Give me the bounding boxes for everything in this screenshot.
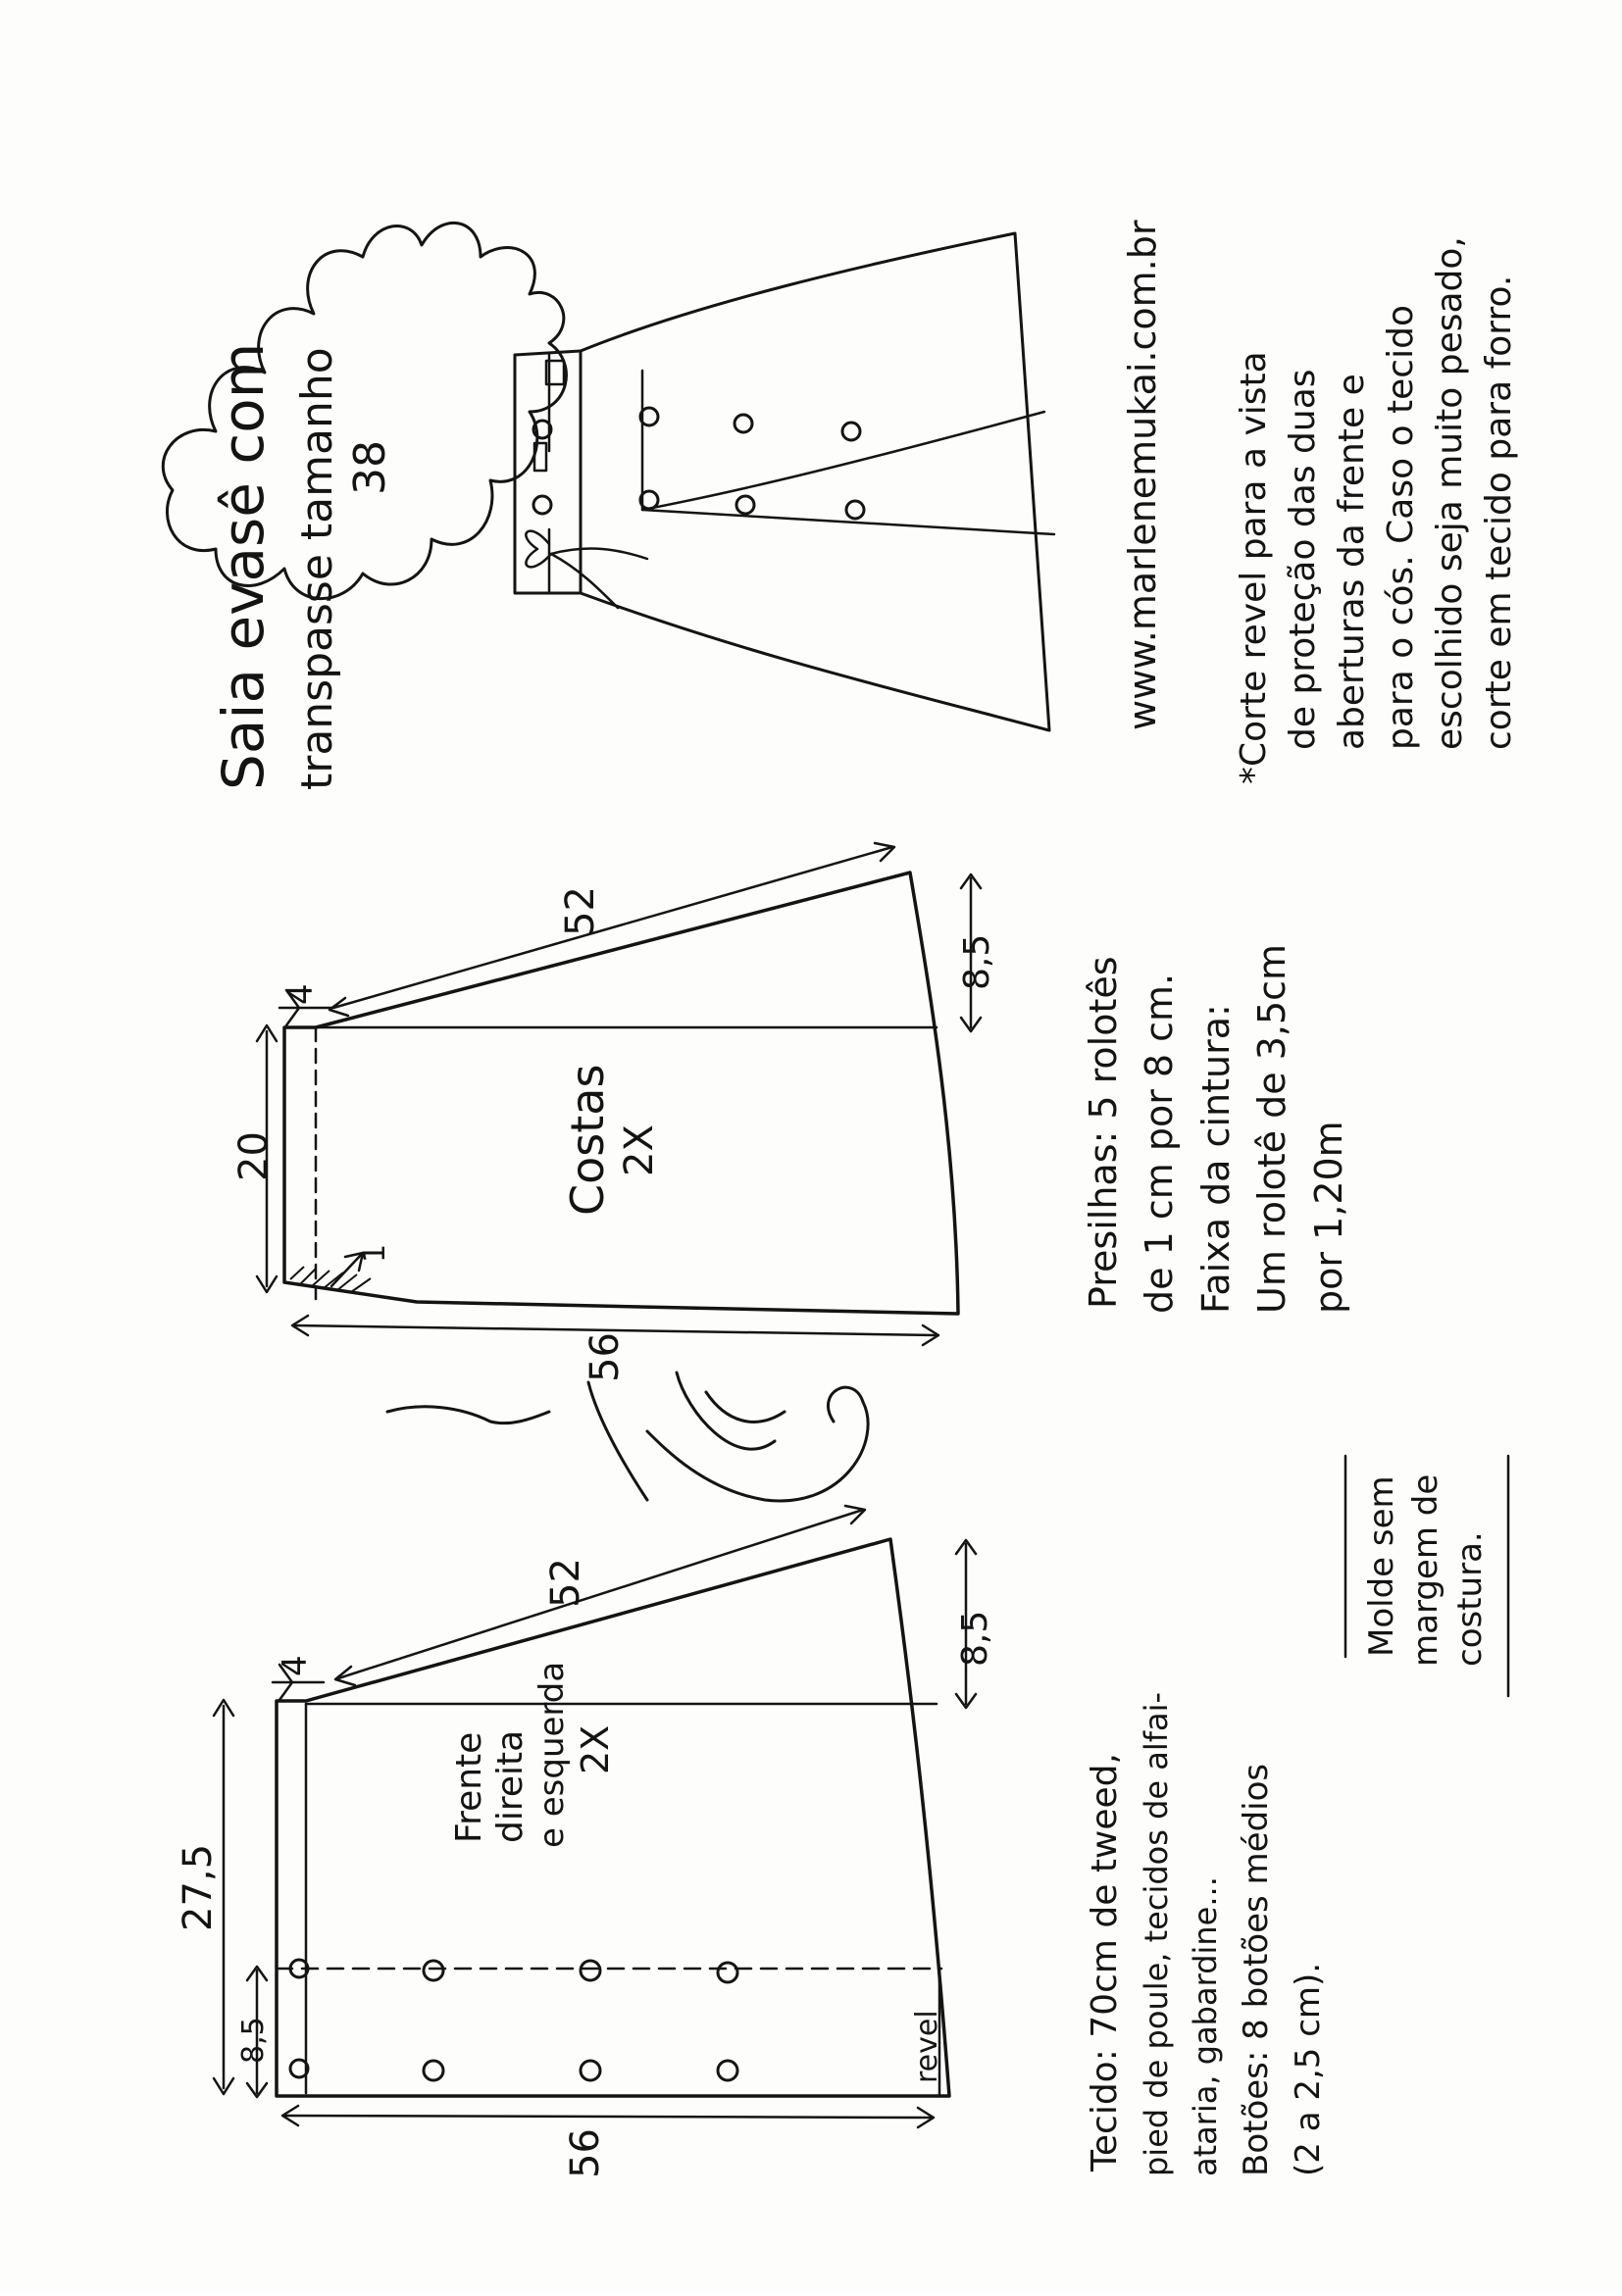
presilhas-line-5: por 1,20m bbox=[1307, 1121, 1350, 1314]
tecido-note bbox=[1085, 1692, 1328, 2176]
button-mark-icon bbox=[718, 2061, 737, 2080]
facing-note bbox=[1234, 236, 1519, 784]
title-line-1: Saia evasê com bbox=[210, 342, 277, 790]
back-bottom-label: 56 bbox=[583, 1332, 628, 1382]
note-line-6: corte em tecido para forro. bbox=[1479, 275, 1519, 750]
front-name-line-3: e esquerda bbox=[532, 1661, 572, 1848]
back-piece-count: 2X bbox=[617, 1124, 662, 1176]
presilhas-line-1: Presilhas: 5 rolotês bbox=[1082, 956, 1125, 1309]
back-offset-label: 4 bbox=[281, 983, 321, 1005]
title-cloud bbox=[163, 223, 566, 790]
front-side-label: 27,5 bbox=[176, 1843, 221, 1931]
tecido-line-1: Tecido: 70cm de tweed, bbox=[1085, 1753, 1125, 2171]
front-bottom-label: 56 bbox=[563, 2128, 608, 2178]
note-line-2: de proteção das duas bbox=[1283, 369, 1323, 750]
presilhas-line-4: Um rolotê de 3,5cm bbox=[1250, 943, 1293, 1314]
back-hem-label: 8,5 bbox=[957, 933, 997, 990]
sketch-button-icon bbox=[533, 496, 551, 514]
skirt-sketch bbox=[515, 233, 1054, 730]
back-side-label: 20 bbox=[231, 1131, 277, 1181]
back-pattern-piece bbox=[231, 843, 997, 1382]
button-mark-icon bbox=[424, 1961, 443, 1980]
button-mark-icon bbox=[581, 2061, 600, 2080]
title-line-3: 38 bbox=[345, 440, 395, 495]
title-line-2: transpasse tamanho bbox=[292, 347, 342, 790]
website-text: www.marlenemukai.com.br bbox=[1121, 220, 1164, 730]
sketch-button-icon bbox=[735, 415, 752, 432]
note-line-4: para o cós. Caso o tecido bbox=[1381, 305, 1421, 750]
front-hem-label: 8,5 bbox=[955, 1610, 995, 1667]
tecido-line-2: pied de poule, tecidos de alfai- bbox=[1138, 1691, 1175, 2176]
signature bbox=[387, 1373, 868, 1501]
sketch-button-icon bbox=[846, 501, 864, 519]
front-piece-count: 2X bbox=[574, 1724, 617, 1774]
molde-line-2: margem de bbox=[1406, 1473, 1445, 1667]
sketch-button-icon bbox=[736, 496, 754, 514]
back-top-label: 52 bbox=[558, 886, 603, 936]
note-line-3: aberturas da frente e bbox=[1332, 374, 1372, 750]
button-mark-icon bbox=[424, 2061, 443, 2080]
front-button-offset-label: 8,5 bbox=[236, 2017, 271, 2064]
front-offset-label: 4 bbox=[276, 1655, 315, 1676]
tecido-line-3: ataria, gabardine... bbox=[1187, 1876, 1224, 2176]
note-line-1: *Corte revel para a vista bbox=[1234, 351, 1274, 784]
presilhas-line-3: Faixa da cintura: bbox=[1194, 1004, 1238, 1314]
tecido-line-4: Botões: 8 botões médios bbox=[1237, 1763, 1276, 2176]
front-name-line-1: Frente bbox=[449, 1731, 489, 1843]
tecido-line-5: (2 a 2,5 cm). bbox=[1289, 1962, 1328, 2176]
front-name-line-2: direita bbox=[490, 1729, 531, 1843]
note-line-5: escolhido seja muito pesado, bbox=[1430, 236, 1470, 750]
back-corner-label: 1 bbox=[358, 1243, 392, 1263]
sketch-button-icon bbox=[842, 423, 860, 440]
presilhas-note bbox=[1082, 944, 1350, 1314]
front-top-label: 52 bbox=[543, 1558, 588, 1608]
presilhas-line-2: de 1 cm por 8 cm. bbox=[1138, 973, 1181, 1314]
molde-line-1: Molde sem bbox=[1362, 1475, 1401, 1657]
back-piece-name: Costas bbox=[561, 1064, 614, 1216]
molde-note bbox=[1345, 1456, 1508, 1696]
front-pattern-piece bbox=[176, 1506, 995, 2178]
button-mark-icon bbox=[581, 1961, 600, 1980]
molde-line-3: costura. bbox=[1450, 1531, 1490, 1667]
front-facing-label: revel bbox=[910, 2010, 944, 2083]
button-mark-icon bbox=[718, 1963, 737, 1982]
